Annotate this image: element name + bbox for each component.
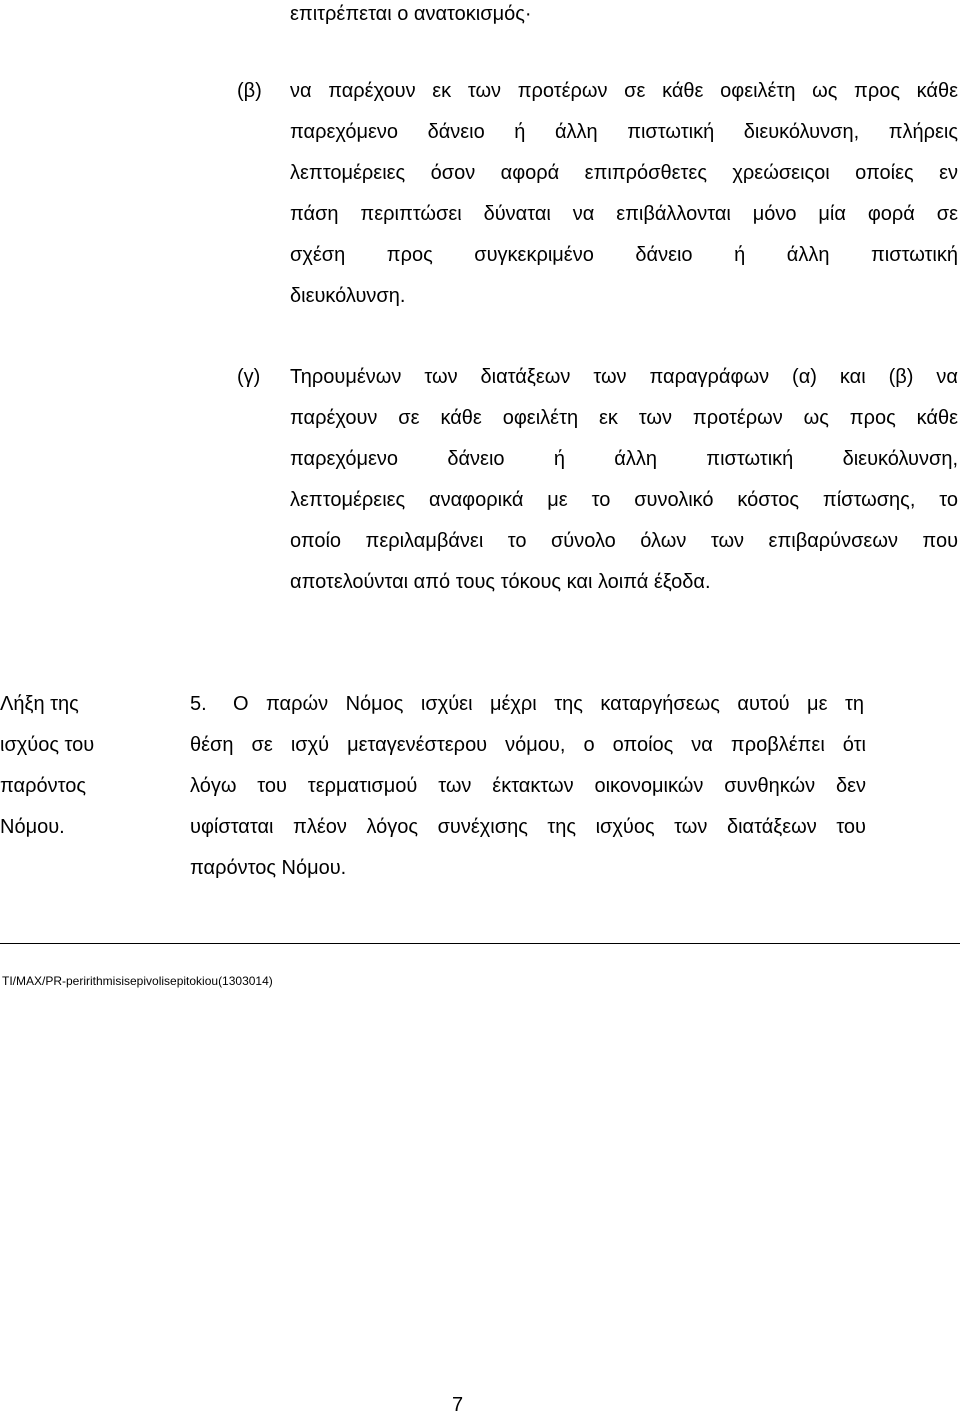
paragraph-b-line: διευκόλυνση.: [290, 285, 406, 307]
paragraph-c-line: οποίο περιλαμβάνει το σύνολο όλων των επιβαρύνσεων που: [290, 530, 958, 552]
section-5-line: υφίσταται πλέον λόγος συνέχισης της ισχύος των διατάξεων του: [190, 816, 866, 838]
paragraph-b-line: πάση περιπτώσει δύναται να επιβάλλονται μόνο μία φορά σε: [290, 203, 958, 225]
margin-note-line: Λήξη της: [0, 693, 79, 715]
paragraph-b-line: να παρέχουν εκ των προτέρων σε κάθε οφειλέτη ως προς κάθε: [290, 80, 958, 102]
paragraph-c-line: Τηρουμένων των διατάξεων των παραγράφων (α) και (β) να: [290, 366, 958, 388]
section-5-line: θέση σε ισχύ μεταγενέστερου νόμου, ο οποίος να προβλέπει ότι: [190, 734, 866, 756]
paragraph-c-line: λεπτομέρειες αναφορικά με το συνολικό κόστος πίστωσης, το: [290, 489, 958, 511]
paragraph-c-marker: (γ): [237, 366, 261, 388]
margin-note-line: Νόμου.: [0, 816, 65, 838]
paragraph-b-marker: (β): [237, 80, 262, 102]
paragraph-b-line: σχέση προς συγκεκριμένο δάνειο ή άλλη πιστωτική: [290, 244, 958, 266]
footer-divider: [0, 943, 960, 944]
section-5-line: Ο παρών Νόμος ισχύει μέχρι της καταργήσεως αυτού με τη: [233, 693, 864, 715]
margin-note-line: παρόντος: [0, 775, 86, 797]
section-number: 5.: [190, 693, 207, 715]
paragraph-c-line: αποτελούνται από τους τόκους και λοιπά έξοδα.: [290, 571, 711, 593]
paragraph-b-line: παρεχόμενο δάνειο ή άλλη πιστωτική διευκόλυνση, πλήρεις: [290, 121, 958, 143]
document-code: TI/MAX/PR-peririthmisisepivolisepitokiou(1303014): [2, 974, 273, 988]
continuation-text: επιτρέπεται ο ανατοκισμός·: [290, 3, 532, 25]
paragraph-c-line: παρεχόμενο δάνειο ή άλλη πιστωτική διευκόλυνση,: [290, 448, 958, 470]
margin-note-line: ισχύος του: [0, 734, 95, 756]
paragraph-b-line: λεπτομέρειες όσον αφορά επιπρόσθετες χρεώσειςοι οποίες εν: [290, 162, 958, 184]
section-5-line: παρόντος Νόμου.: [190, 857, 347, 879]
section-5-line: λόγω του τερματισμού των έκτακτων οικονομικών συνθηκών δεν: [190, 775, 866, 797]
page-number: 7: [452, 1394, 464, 1416]
paragraph-c-line: παρέχουν σε κάθε οφειλέτη εκ των προτέρων ως προς κάθε: [290, 407, 958, 429]
